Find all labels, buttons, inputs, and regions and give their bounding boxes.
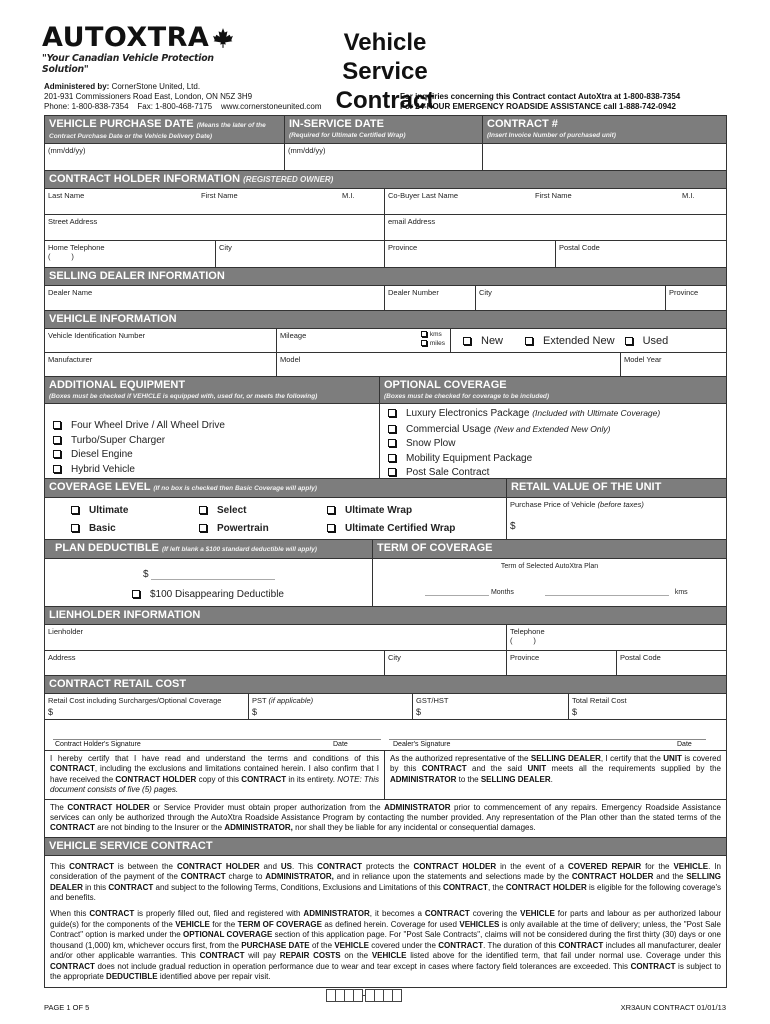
manufacturer-field[interactable]: Manufacturer bbox=[45, 353, 277, 376]
checkbox-icon bbox=[388, 439, 396, 447]
vehicle-info-header: VEHICLE INFORMATION bbox=[45, 311, 726, 329]
holder-signature-field[interactable]: Contract Holder's Signature Date bbox=[45, 720, 385, 750]
lienholder-address-field[interactable]: Address bbox=[45, 651, 385, 675]
checkbox-icon bbox=[327, 524, 335, 532]
disappearing-deductible-checkbox[interactable]: $100 Disappearing Deductible bbox=[132, 589, 284, 600]
page-title: Vehicle Service Contract bbox=[335, 29, 435, 114]
contract-form bbox=[44, 115, 727, 988]
equipment-diesel-checkbox[interactable]: Diesel Engine bbox=[53, 448, 379, 463]
gst-hst-field[interactable]: GST/HST $ bbox=[413, 694, 569, 719]
maple-leaf-icon bbox=[212, 27, 234, 49]
contract-holder-header: CONTRACT HOLDER INFORMATION (REGISTERED OWNER) bbox=[45, 171, 726, 189]
cobuyer-name-field[interactable]: Co-Buyer Last Name First Name M.I. bbox=[388, 191, 695, 200]
coverage-ultimate-wrap-checkbox[interactable]: Ultimate Wrap bbox=[327, 503, 506, 521]
holder-name-field[interactable]: Last Name First Name M.I. bbox=[45, 189, 385, 214]
checkbox-icon bbox=[199, 524, 207, 532]
authorization-notice: The CONTRACT HOLDER or Service Provider must obtain proper authorization from the ADMINISTRATOR prior to commencement of any repairs. Emergency Roadside Assistance services can only be authorized through the AutoXtra Roadside Assistance Program by contacting the number provided. Any representation of the Plan other than the stated terms of the CONTRACT are not binding to the Insurer or the ADMINISTRATOR, nor shall they be liable for any incidental or consequential damages. bbox=[45, 800, 726, 838]
email-address-field[interactable]: email Address bbox=[388, 217, 436, 226]
vehicle-service-contract-header: VEHICLE SERVICE CONTRACT bbox=[45, 838, 726, 856]
dealer-certification-text: As the authorized representative of the SELLING DEALER, I certify that the UNIT is covered by this CONTRACT and the said UNIT meets all the requirements supplied by the ADMINISTRATOR to the SELLING DEALER. bbox=[390, 754, 722, 784]
term-months-field[interactable]: Months bbox=[425, 589, 514, 596]
checkbox-icon bbox=[199, 506, 207, 514]
in-service-date-field[interactable]: (mm/dd/yy) bbox=[285, 144, 483, 170]
dealer-number-field[interactable]: Dealer Number bbox=[385, 286, 476, 310]
coverage-level-header: COVERAGE LEVEL (If no box is checked then Basic Coverage will apply) bbox=[45, 479, 507, 498]
purchase-date-field[interactable]: (mm/dd/yy) bbox=[45, 144, 285, 170]
luxury-electronics-checkbox[interactable]: Luxury Electronics Package (Included with Ultimate Coverage) bbox=[388, 406, 726, 422]
dealer-signature-field[interactable]: Dealer's Signature Date bbox=[385, 720, 726, 750]
contract-number-field[interactable] bbox=[483, 144, 726, 170]
checkbox-icon bbox=[463, 337, 471, 345]
dealer-code-boxes[interactable] bbox=[326, 989, 401, 1002]
checkbox-icon bbox=[71, 524, 79, 532]
date-header-row: VEHICLE PURCHASE DATE (Means the later of the Contract Purchase Date or the Vehicle Delivery Date) IN-SERVICE DATE (Required for Ultimate Certified Wrap) CONTRACT # (Insert Invoice Number of purchased unit) bbox=[45, 116, 726, 144]
kms-checkbox[interactable]: kms bbox=[421, 330, 445, 339]
equipment-turbo-checkbox[interactable]: Turbo/Super Charger bbox=[53, 434, 379, 449]
coverage-ultimate-checkbox[interactable]: Ultimate bbox=[71, 503, 199, 521]
coverage-select-checkbox[interactable]: Select bbox=[199, 503, 327, 521]
lienholder-name-field[interactable]: Lienholder bbox=[45, 625, 507, 650]
term-kms-field[interactable]: kms bbox=[545, 589, 688, 596]
mobility-equipment-checkbox[interactable]: Mobility Equipment Package bbox=[388, 452, 726, 467]
deductible-section bbox=[45, 559, 373, 606]
dealer-city-field[interactable]: City bbox=[476, 286, 666, 310]
holder-province-field[interactable]: Province bbox=[385, 241, 556, 267]
checkbox-icon bbox=[625, 337, 633, 345]
lienholder-province-field[interactable]: Province bbox=[507, 651, 617, 675]
dealer-province-field[interactable]: Province bbox=[669, 288, 699, 297]
model-year-field[interactable]: Model Year bbox=[624, 355, 662, 364]
mileage-field[interactable]: Mileage kms miles bbox=[277, 329, 451, 352]
retail-cost-field[interactable]: Retail Cost including Surcharges/Optional Coverage $ bbox=[45, 694, 249, 719]
term-of-coverage-header: TERM OF COVERAGE bbox=[373, 540, 726, 559]
snow-plow-checkbox[interactable]: Snow Plow bbox=[388, 437, 726, 452]
equipment-awd-checkbox[interactable]: Four Wheel Drive / All Wheel Drive bbox=[53, 419, 379, 434]
inquiry-info: For inquiries concerning this Contract contact AutoXtra at 1-800-838-7354 For 24-HOUR EMERGENCY ROADSIDE ASSISTANCE call 1-888-742-0942 bbox=[400, 92, 681, 111]
checkbox-icon bbox=[53, 421, 61, 429]
dealer-name-field[interactable]: Dealer Name bbox=[45, 286, 385, 310]
contract-retail-cost-header: CONTRACT RETAIL COST bbox=[45, 676, 726, 694]
autoxtra-logo bbox=[42, 24, 257, 75]
checkbox-icon bbox=[388, 425, 396, 433]
holder-postal-code-field[interactable]: Postal Code bbox=[559, 243, 600, 252]
additional-equipment-header: ADDITIONAL EQUIPMENT (Boxes must be checked if VEHICLE is equipped with, used for, or meets the following) bbox=[45, 377, 380, 404]
model-field[interactable]: Model bbox=[277, 353, 621, 376]
checkbox-icon bbox=[53, 436, 61, 444]
equipment-hybrid-checkbox[interactable]: Hybrid Vehicle bbox=[53, 463, 379, 478]
optional-coverage-header: OPTIONAL COVERAGE (Boxes must be checked for coverage to be included) bbox=[380, 377, 726, 404]
checkbox-icon bbox=[327, 506, 335, 514]
retail-value-header: RETAIL VALUE OF THE UNIT bbox=[507, 479, 726, 498]
tagline: "Your Canadian Vehicle Protection Solution" bbox=[42, 53, 214, 75]
extended-new-checkbox[interactable]: Extended New bbox=[525, 335, 615, 347]
holder-certification-text: I hereby certify that I have read and understand the terms and conditions of this CONTRACT, including the exclusions and limitations contained herein. I also confirm that I have received the CONTRACT HOLDER copy of this CONTRACT in its entirety. NOTE: This document consists of five (5) pages. bbox=[45, 751, 385, 799]
commercial-usage-checkbox[interactable]: Commercial Usage (New and Extended New Only) bbox=[388, 422, 726, 438]
optional-coverage-list bbox=[380, 404, 726, 478]
checkbox-icon bbox=[71, 506, 79, 514]
lienholder-header: LIENHOLDER INFORMATION bbox=[45, 607, 726, 625]
pst-field[interactable]: PST (if applicable) $ bbox=[249, 694, 413, 719]
term-section: Term of Selected AutoXtra Plan Months kms bbox=[373, 559, 726, 606]
home-telephone-field[interactable]: Home Telephone ( ) bbox=[45, 241, 216, 267]
miles-checkbox[interactable]: miles bbox=[421, 339, 445, 348]
coverage-basic-checkbox[interactable]: Basic bbox=[71, 521, 199, 539]
checkbox-icon bbox=[525, 337, 533, 345]
checkbox-icon bbox=[388, 409, 396, 417]
plan-deductible-header: PLAN DEDUCTIBLE (If left blank a $100 standard deductible will apply) bbox=[45, 540, 373, 559]
vin-field[interactable]: Vehicle Identification Number bbox=[45, 329, 277, 352]
checkbox-icon bbox=[53, 465, 61, 473]
lienholder-telephone-field[interactable]: Telephone ( ) bbox=[510, 627, 545, 645]
purchase-price-field[interactable]: Purchase Price of Vehicle (before taxes) $ bbox=[510, 500, 644, 532]
holder-city-field[interactable]: City bbox=[216, 241, 385, 267]
administrator-info: Administered by: CornerStone United, Ltd. 201-931 Commissioners Road East, London, ON N5Z 3H9 Phone: 1-800-838-7354 Fax: 1-800-468-7175 www.cornerstoneunited.com bbox=[44, 82, 322, 111]
coverage-powertrain-checkbox[interactable]: Powertrain bbox=[199, 521, 327, 539]
deductible-amount-field[interactable]: $ bbox=[143, 569, 275, 580]
logo-text: AUTOXTRA bbox=[42, 22, 210, 53]
total-retail-cost-field[interactable]: Total Retail Cost $ bbox=[572, 696, 627, 717]
checkbox-icon bbox=[388, 468, 396, 476]
checkbox-icon bbox=[421, 340, 427, 346]
form-code: XR3AUN CONTRACT 01/01/13 bbox=[620, 1003, 726, 1012]
street-address-field[interactable]: Street Address bbox=[45, 215, 385, 240]
lienholder-city-field[interactable]: City bbox=[385, 651, 507, 675]
post-sale-contract-checkbox[interactable]: Post Sale Contract bbox=[388, 466, 726, 481]
coverage-level-options bbox=[45, 498, 507, 539]
lienholder-postal-code-field[interactable]: Postal Code bbox=[620, 653, 661, 662]
checkbox-icon bbox=[388, 454, 396, 462]
service-contract-intro: This CONTRACT is between the CONTRACT HOLDER and US. This CONTRACT protects the CONTRACT HOLDER in the event of a COVERED REPAIR for the VEHICLE. In consideration of the payment of the CONTRACT charge to ADMINISTRATOR, and in reliance upon the statements and selections made by the CONTRACT HOLDER and the SELLING DEALER in this CONTRACT and subject to the following Terms, Conditions, Exclusions and Limitations of this CONTRACT, the CONTRACT HOLDER is eligible for the following coverage's and benefits. bbox=[50, 861, 721, 903]
checkbox-icon bbox=[132, 590, 140, 598]
checkbox-icon bbox=[53, 450, 61, 458]
equipment-list bbox=[45, 404, 380, 478]
selling-dealer-header: SELLING DEALER INFORMATION bbox=[45, 268, 726, 286]
new-checkbox[interactable]: New bbox=[463, 335, 503, 347]
used-checkbox[interactable]: Used bbox=[625, 335, 669, 347]
service-contract-terms: When this CONTRACT is properly filled out, filed and registered with ADMINISTRATOR, it becomes a CONTRACT covering the VEHICLE for parts and labour as per authorized labour guide(s) for the components of the VEHICLE for the TERM OF COVERAGE as defined herein. Coverage for used VEHICLES is only available at the time of delivery; unless, the "Post Sale Contract" option is marked under the OPTIONAL COVERAGE section of this application page. For "Post Sale Contracts", claims will not be considered during the first thirty (30) days or one thousand (1,000) km, whichever occurs first, from the PURCHASE DATE of the VEHICLE covered under the CONTRACT. The duration of this CONTRACT includes all manufacturer, dealer and/or other applicable warranties. This CONTRACT will pay REPAIR COSTS on the VEHICLE listed above for the identified term, that fail under normal use. Coverage under this CONTRACT does not include gradual reduction in operation performance due to wear and tear except in cases where factory field tolerances are exceeded. This CONTRACT is subject to the appropriate DEDUCTIBLE identified above per repair visit. bbox=[50, 909, 722, 981]
page-number: PAGE 1 OF 5 bbox=[44, 1003, 90, 1012]
coverage-ultimate-certified-wrap-checkbox[interactable]: Ultimate Certified Wrap bbox=[327, 521, 506, 539]
checkbox-icon bbox=[421, 331, 427, 337]
